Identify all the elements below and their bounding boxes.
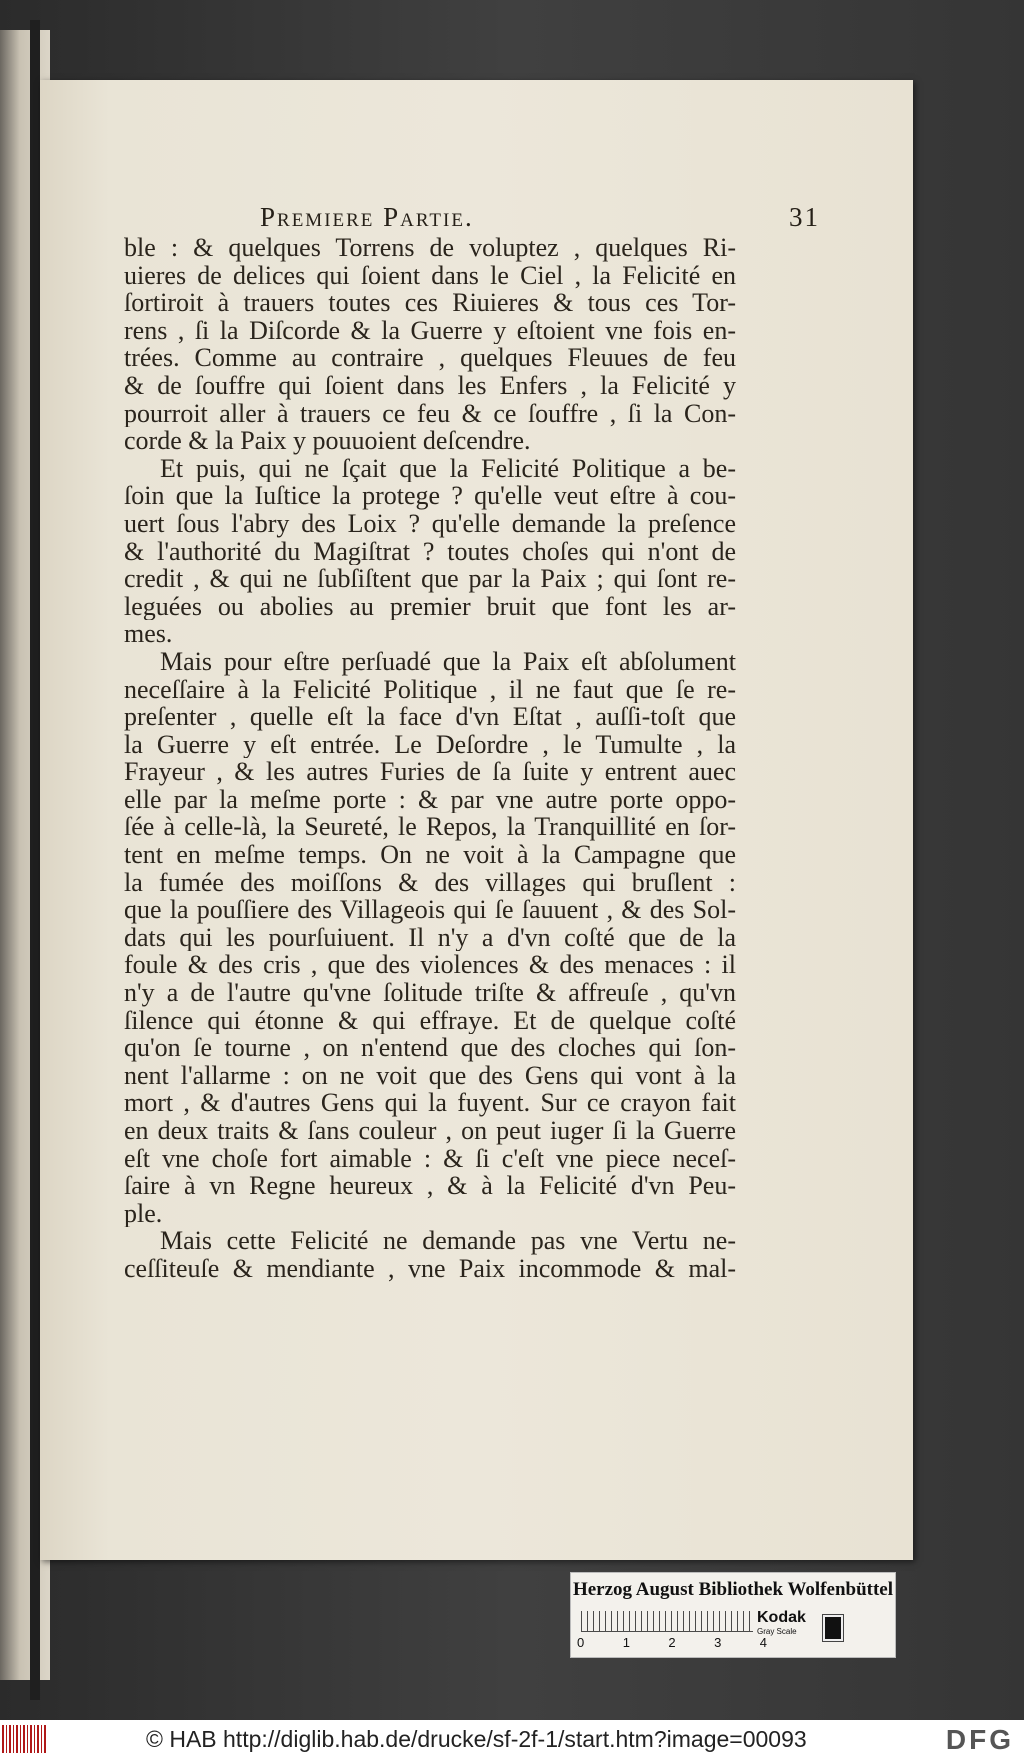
text-line: ſoin que la Iuſtice la protege ? qu'elle veut eſtre à cou- [124, 482, 736, 510]
text-line: Et puis, qui ne ſçait que la Felicité Politique a be- [160, 454, 736, 483]
text-line: pourroit aller à trauers ce feu & ce ſouffre , ſi la Con- [124, 399, 736, 428]
text-line: n'y a de l'autre qu'vne ſolitude triſte & affreuſe , qu'vn [124, 979, 736, 1007]
barcode-icon [2, 1725, 46, 1753]
book-gutter [30, 20, 40, 1700]
text-line: en deux traits & ſans couleur , on peut iuger ſi la Guerre [124, 1117, 736, 1145]
text-line: la fumée des moiſſons & des villages qui bruſlent : [124, 868, 736, 897]
book-page [40, 80, 913, 1560]
text-line: preſenter , quelle eſt la face d'vn Eſtat , auſſi-toſt que [124, 703, 736, 731]
gray-scale-label: Gray Scale [757, 1627, 797, 1636]
text-line: tent en meſme temps. On ne voit à la Campagne que [124, 841, 736, 869]
scale-label: 1 [622, 1635, 630, 1650]
text-line: leguées ou abolies au premier bruit que font les ar- [124, 592, 736, 621]
text-line: ſée à celle-là, la Seureté, le Repos, la Tranquillité en ſor- [124, 813, 736, 842]
text-line: ble : & quelques Torrens de voluptez , quelques Ri- [124, 234, 736, 262]
color-calibration-target [570, 1572, 896, 1658]
text-line: mes. [124, 620, 173, 648]
page-number: 31 [789, 202, 820, 232]
library-name: Herzog August Bibliothek Wolfenbüttel [572, 1579, 894, 1600]
running-header [260, 202, 820, 233]
text-line: eſt vne choſe fort aimable : & ſi c'eſt vne piece neceſ- [124, 1144, 736, 1173]
text-line: la Guerre y eſt entrée. Le Deſordre , le Tumulte , la [124, 730, 736, 759]
kodak-brand: Kodak [757, 1609, 806, 1626]
scale-label: 2 [668, 1635, 676, 1650]
text-line: qu'on ſe tourne , on n'entend que des cloches qui ſon- [124, 1034, 736, 1062]
text-line: uieres de delices qui ſoient dans le Ciel , la Felicité en [124, 261, 736, 290]
text-line: credit , & qui ne ſubſiſtent que par la Paix ; qui ſont re- [124, 565, 736, 593]
page-body-text [124, 234, 736, 1283]
text-line: ſaire à vn Regne heureux , & à la Felicité d'vn Peu- [124, 1172, 736, 1200]
text-line: uert ſous l'abry des Loix ? qu'elle demande la preſence [124, 509, 736, 538]
scale-ruler [581, 1611, 753, 1632]
text-line: rens , ſi la Diſcorde & la Guerre y eſtoient vne fois en- [124, 316, 736, 345]
kodak-label [757, 1609, 806, 1636]
scale-label: 0 [577, 1635, 585, 1650]
text-line: mort , & d'autres Gens qui la fuyent. Sur ce crayon fait [124, 1089, 736, 1117]
text-line: trées. Comme au contraire , quelques Fleuues de feu [124, 344, 736, 372]
text-line: ple. [124, 1199, 163, 1228]
scale-label: 3 [714, 1635, 722, 1650]
text-line: & de ſouffre qui ſoient dans les Enfers , la Felicité y [124, 371, 736, 400]
text-line: elle par la meſme porte : & par vne autre porte oppo- [124, 785, 736, 814]
text-line: neceſſaire à la Felicité Politique , il ne faut que ſe re- [124, 675, 736, 704]
dfg-logo: DFG [945, 1724, 1014, 1755]
text-line: nent l'allarme : on ne voit que des Gens qui vont à la [124, 1061, 736, 1090]
text-line: ceſſiteuſe & mendiante , vne Paix incommode & mal- [124, 1254, 736, 1283]
text-line: ſortiroit à trauers toutes ces Riuieres & tous ces Tor- [124, 289, 736, 317]
text-line: & l'authorité du Magiſtrat ? toutes choſes qui n'ont de [124, 537, 736, 566]
text-line: Frayeur , & les autres Furies de ſa ſuite y entrent auec [124, 758, 736, 786]
text-line: Mais pour eſtre perſuadé que la Paix eſt abſolument [160, 647, 736, 676]
text-line: corde & la Paix y pouuoient deſcendre. [124, 427, 531, 455]
text-line: ſilence qui étonne & qui effraye. Et de quelque coſté [124, 1006, 736, 1035]
text-line: que la pouſſiere des Villageois qui ſe ſauuent , & des Sol- [124, 896, 736, 924]
text-line: foule & des cris , que des violences & des menaces : il [124, 951, 736, 980]
scale-labels [577, 1635, 767, 1650]
copyright-link[interactable]: © HAB http://diglib.hab.de/drucke/sf-2f-1/start.htm?image=00093 [146, 1726, 807, 1752]
text-line: dats qui les pourſuiuent. Il n'y a d'vn coſté que de la [124, 923, 736, 952]
running-title: Premiere Partie. [260, 202, 474, 232]
scale-label: 4 [759, 1635, 767, 1650]
gray-patch [823, 1615, 843, 1641]
viewer-footer [0, 1720, 1024, 1759]
text-line: Mais cette Felicité ne demande pas vne Vertu ne- [160, 1227, 736, 1255]
